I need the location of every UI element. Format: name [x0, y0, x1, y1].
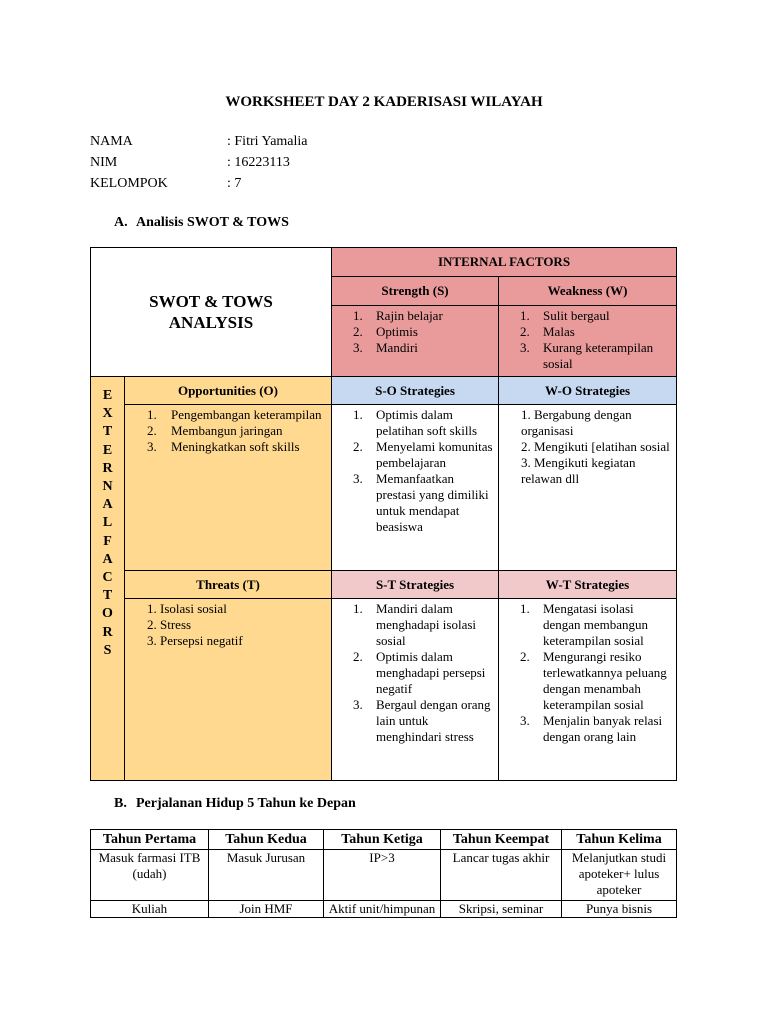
external-factors-label: E X T E R N A L F A C T O R S [91, 377, 125, 781]
opportunities-cell [125, 405, 332, 571]
five-year-plan-table [90, 829, 677, 918]
group-value: : 7 [227, 176, 242, 191]
list-item: 2. Menyelami komunitas pembelajaran [353, 439, 493, 470]
plan-header: Tahun Keempat [441, 830, 562, 850]
threats-header: Threats (T) [125, 571, 332, 599]
plan-cell: Kuliah [91, 901, 209, 918]
plan-header: Tahun Pertama [91, 830, 209, 850]
strength-cell [332, 306, 499, 377]
list-item: 1. Sulit bergaul [520, 308, 610, 323]
wo-line: 2. Mengikuti [elatihan sosial [521, 439, 670, 454]
st-strategies-cell [332, 599, 499, 781]
list-item: 3. Meningkatkan soft skills [147, 439, 300, 454]
wo-strategies-header: W-O Strategies [499, 377, 677, 405]
so-list [332, 405, 498, 539]
swot-main-title-line-2: ANALYSIS [168, 313, 254, 332]
list-item: 1. Optimis dalam pelatihan soft skills [353, 407, 478, 438]
opportunities-list [125, 405, 331, 459]
so-strategies-header: S-O Strategies [332, 377, 499, 405]
plan-cell: Masuk farmasi ITB (udah) [91, 850, 209, 901]
plan-cell: Lancar tugas akhir [441, 850, 562, 901]
wt-strategies-header: W-T Strategies [499, 571, 677, 599]
list-item: 3. Bergaul dengan orang lain untuk menghindari stress [353, 697, 491, 744]
list-item: 1. Rajin belajar [353, 308, 443, 323]
section-a-number: A. [114, 215, 128, 230]
plan-header: Tahun Kelima [562, 830, 677, 850]
so-strategies-cell [332, 405, 499, 571]
list-item: 3. Kurang keterampilan sosial [520, 340, 654, 371]
section-a-label: Analisis SWOT & TOWS [136, 215, 289, 230]
threat-line: 1. Isolasi sosial [147, 601, 227, 616]
swot-main-title [91, 248, 332, 377]
section-a-heading [114, 215, 289, 231]
threats-cell [125, 599, 332, 781]
nim-value: : 16223113 [227, 155, 290, 170]
plan-header: Tahun Ketiga [324, 830, 441, 850]
plan-cell: Masuk Jurusan [209, 850, 324, 901]
list-item: 3. Mandiri [353, 340, 418, 355]
plan-cell: IP>3 [324, 850, 441, 901]
wo-line: 3. Mengikuti kegiatan relawan dll [521, 455, 636, 486]
wo-strategies-cell [499, 405, 677, 571]
swot-table [90, 247, 677, 781]
strength-list [332, 306, 498, 360]
section-b-number: B. [114, 796, 127, 811]
threat-line: 2. Stress [147, 617, 192, 632]
list-item: 3. Menjalin banyak relasi dengan orang lain [520, 713, 663, 744]
list-item: 1. Mengatasi isolasi dengan membangun keterampilan sosial [520, 601, 649, 648]
wt-strategies-cell [499, 599, 677, 781]
plan-header-row [91, 830, 677, 850]
wt-list [499, 599, 676, 749]
plan-cell: Punya bisnis [562, 901, 677, 918]
threat-line: 3. Persepsi negatif [147, 633, 243, 648]
section-b-label: Perjalanan Hidup 5 Tahun ke Depan [136, 796, 356, 811]
st-strategies-header: S-T Strategies [332, 571, 499, 599]
table-row [91, 850, 677, 901]
internal-factors-header: INTERNAL FACTORS [332, 248, 677, 277]
plan-cell: Join HMF [209, 901, 324, 918]
wo-line: 1. Bergabung dengan organisasi [521, 407, 632, 438]
worksheet-title: WORKSHEET DAY 2 KADERISASI WILAYAH [225, 94, 543, 110]
list-item: 2. Membangun jaringan [147, 423, 283, 438]
plan-cell: Melanjutkan studi apoteker+ lulus apoteker [562, 850, 677, 901]
plan-cell: Aktif unit/himpunan [324, 901, 441, 918]
table-row [91, 901, 677, 918]
list-item: 1. Mandiri dalam menghadapi isolasi sosial [353, 601, 477, 648]
nim-label: NIM [90, 155, 118, 170]
weakness-cell [499, 306, 677, 377]
plan-cell: Skripsi, seminar [441, 901, 562, 918]
group-label: KELOMPOK [90, 176, 168, 191]
strength-header: Strength (S) [332, 277, 499, 306]
section-b-heading [114, 796, 356, 812]
weakness-header: Weakness (W) [499, 277, 677, 306]
plan-header: Tahun Kedua [209, 830, 324, 850]
list-item: 2. Optimis [353, 324, 418, 339]
list-item: 2. Malas [520, 324, 575, 339]
list-item: 1. Pengembangan keterampilan [147, 407, 322, 422]
list-item: 2. Optimis dalam menghadapi persepsi negatif [353, 649, 486, 696]
weakness-list [499, 306, 676, 376]
name-value: : Fitri Yamalia [227, 134, 308, 149]
list-item: 3. Memanfaatkan prestasi yang dimiliki untuk mendapat beasiswa [353, 471, 489, 534]
name-label: NAMA [90, 134, 133, 149]
list-item: 2. Mengurangi resiko terlewatkannya peluang dengan menambah keterampilan sosial [520, 649, 667, 712]
swot-main-title-line-1: SWOT & TOWS [149, 292, 273, 311]
opportunities-header: Opportunities (O) [125, 377, 332, 405]
st-list [332, 599, 498, 749]
